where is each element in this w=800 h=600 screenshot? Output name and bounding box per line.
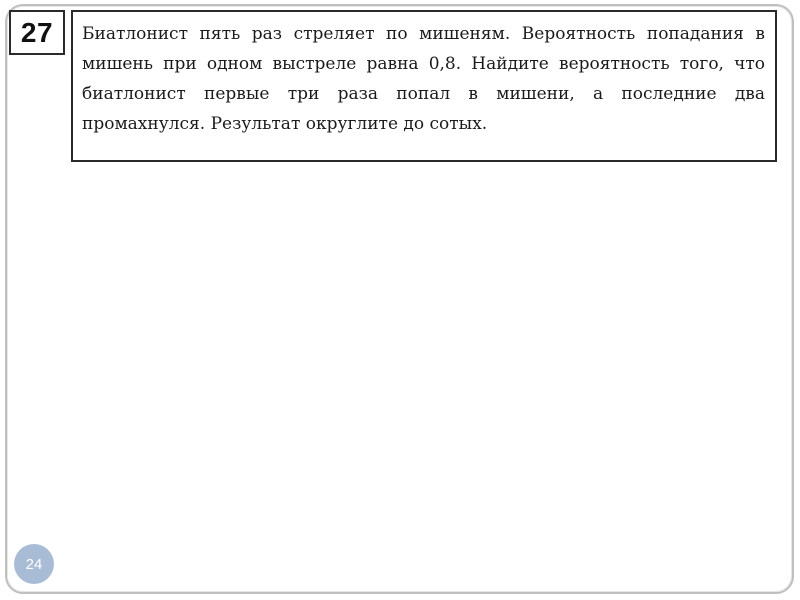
task-number-box xyxy=(9,10,65,55)
task-text-box xyxy=(71,10,777,162)
page-number: 24 xyxy=(25,555,43,573)
task-number: 27 xyxy=(20,16,54,48)
task-text: Биатлонист пять раз стреляет по мишеням. Вероятность попадания в мишень при одном выстреле равна 0,8. Найдите вероятность того, что биатлонист первые три раза попал в мишени, а последние два промахнулся. Результат округлите до сотых. xyxy=(82,24,765,134)
page-number-badge xyxy=(14,544,54,584)
